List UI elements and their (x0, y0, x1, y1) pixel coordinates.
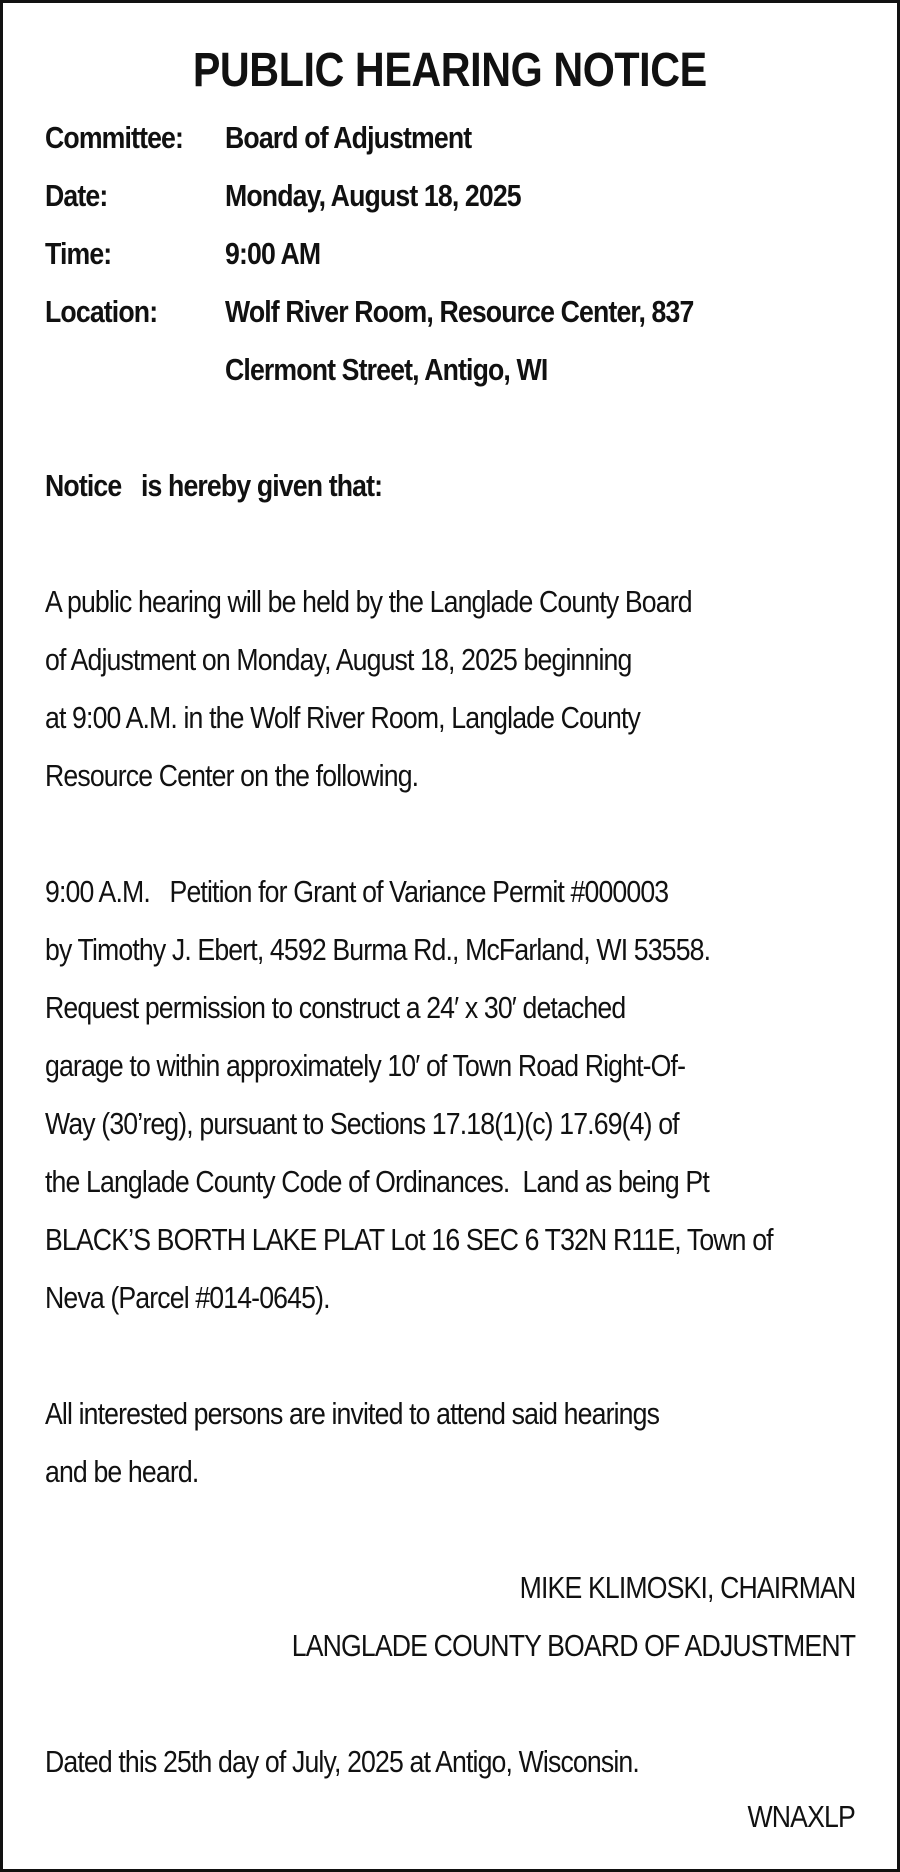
paragraph-line: Way (30’reg), pursuant to Sections 17.18(1)(c) 17.69(4) of (45, 1106, 679, 1141)
paragraph-line: 9:00 A.M. Petition for Grant of Variance Permit #000003 (45, 874, 669, 909)
spacer (45, 399, 855, 457)
location-label-blank (45, 341, 225, 399)
paragraph-line: and be heard. (45, 1454, 199, 1489)
paragraph-line: the Langlade County Code of Ordinances. Land as being Pt (45, 1164, 709, 1199)
paragraph-line: at 9:00 A.M. in the Wolf River Room, Langlade County (45, 700, 640, 735)
date-label: Date: (45, 178, 108, 213)
publication-code: WNAXLP (747, 1799, 855, 1834)
signature-block (45, 1559, 855, 1675)
time-label: Time: (45, 236, 112, 271)
location-row-continued (45, 341, 855, 399)
petition-paragraph (45, 863, 855, 1327)
paragraph-line: Request permission to construct a 24′ x 30′ detached (45, 990, 626, 1025)
notice-given-heading: Notice is hereby given that: (45, 468, 383, 503)
committee-value: Board of Adjustment (225, 120, 472, 155)
location-value: Wolf River Room, Resource Center, 837 (225, 294, 694, 329)
dated-line: Dated this 25th day of July, 2025 at Antigo, Wisconsin. (45, 1744, 639, 1779)
spacer (45, 1327, 855, 1385)
paragraph-line: of Adjustment on Monday, August 18, 2025 beginning (45, 642, 632, 677)
paragraph-line: by Timothy J. Ebert, 4592 Burma Rd., McFarland, WI 53558. (45, 932, 711, 967)
location-label: Location: (45, 294, 158, 329)
date-value: Monday, August 18, 2025 (225, 178, 521, 213)
notice-title: PUBLIC HEARING NOTICE (193, 44, 707, 97)
paragraph-line: A public hearing will be held by the Langlade County Board (45, 584, 692, 619)
paragraph-line: Neva (Parcel #014-0645). (45, 1280, 330, 1315)
committee-label: Committee: (45, 120, 184, 155)
paragraph-line: garage to within approximately 10′ of Town Road Right-Of- (45, 1048, 686, 1083)
paragraph-line: BLACK’S BORTH LAKE PLAT Lot 16 SEC 6 T32N R11E, Town of (45, 1222, 773, 1257)
spacer (45, 805, 855, 863)
spacer (45, 1501, 855, 1559)
meeting-details (45, 109, 855, 399)
signatory-organization: LANGLADE COUNTY BOARD OF ADJUSTMENT (291, 1628, 855, 1663)
paragraph-line: All interested persons are invited to attend said hearings (45, 1396, 660, 1431)
invite-paragraph (45, 1385, 855, 1501)
location-row (45, 283, 855, 341)
intro-paragraph (45, 573, 855, 805)
paragraph-line: Resource Center on the following. (45, 758, 419, 793)
time-row (45, 225, 855, 283)
date-row (45, 167, 855, 225)
signatory-name: MIKE KLIMOSKI, CHAIRMAN (519, 1570, 855, 1605)
spacer (45, 515, 855, 573)
spacer (45, 1675, 855, 1733)
committee-row (45, 109, 855, 167)
location-value-continued: Clermont Street, Antigo, WI (225, 352, 548, 387)
time-value: 9:00 AM (225, 236, 321, 271)
